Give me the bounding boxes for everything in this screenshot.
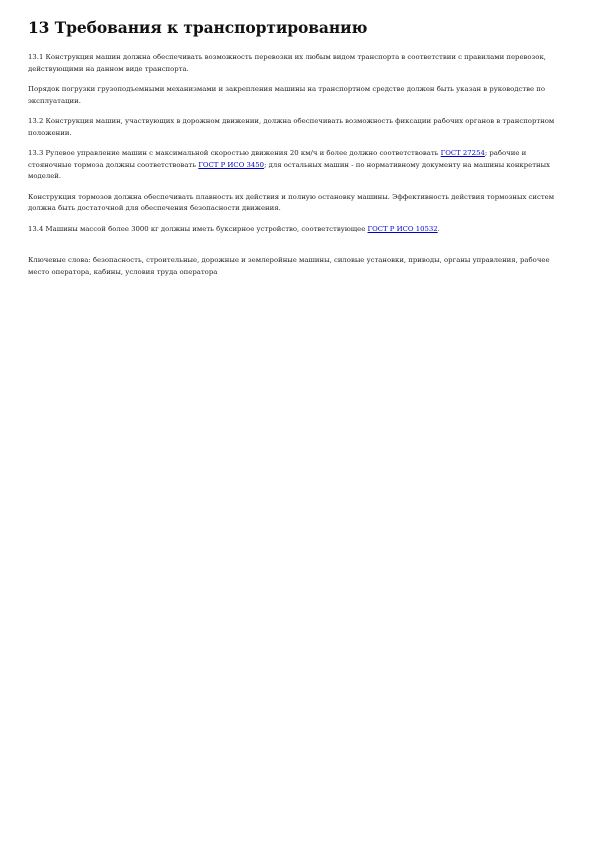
- gost-r-iso-10532-link[interactable]: ГОСТ Р ИСО 10532: [367, 224, 438, 233]
- paragraph-13-4-text-end: .: [437, 224, 440, 233]
- paragraph-loading-order: Порядок погрузки грузоподъемными механизмами и закрепления машины на транспортном средстве должен быть указан в руководстве по эксплуатации.: [28, 85, 546, 105]
- keywords-paragraph: Ключевые слова: безопасность, строительные, дорожные и землеройные машины, силовые установки, приводы, органы управления, рабочее место оператора, кабины, условия труда оператора: [28, 256, 550, 276]
- paragraph-13-3: [28, 148, 568, 183]
- paragraph-13-1: 13.1 Конструкция машин должна обеспечивать возможность перевозки их любым видом транспорта в соответствии с правилами перевозок, действующими на данном виде транспорта.: [28, 53, 546, 73]
- paragraph-13-3-text-middle: ; рабочие и стояночные тормоза должны соответствовать: [28, 149, 527, 169]
- paragraph-13-4-text-start: 13.4 Машины массой более 3000 кг должны иметь буксирное устройство, соответствующее: [28, 224, 368, 233]
- gost-27254-link[interactable]: ГОСТ 27254: [440, 149, 485, 157]
- paragraph-13-4: [28, 224, 568, 236]
- paragraph-13-3-text-start: 13.3 Рулевое управление машин с максимальной скоростью движения 20 км/ч и более должно соответствовать: [28, 149, 441, 157]
- paragraph-13-2: 13.2 Конструкция машин, участвующих в дорожном движении, должна обеспечивать возможность фиксации рабочих органов в транспортном положении.: [28, 117, 555, 137]
- paragraph-13-3-text-end: ; для остальных машин - по нормативному документу на машины конкретных моделей.: [28, 160, 550, 180]
- paragraph-brakes: Конструкция тормозов должна обеспечивать плавность их действия и полную остановку машины. Эффективность действия тормозных систем должна быть достаточной для обеспечения безопасности движения.: [28, 192, 555, 212]
- gost-r-iso-3450-link[interactable]: ГОСТ Р ИСО 3450: [198, 160, 265, 169]
- section-heading: 13 Требования к транспортированию: [28, 18, 368, 37]
- document-page: [28, 18, 568, 287]
